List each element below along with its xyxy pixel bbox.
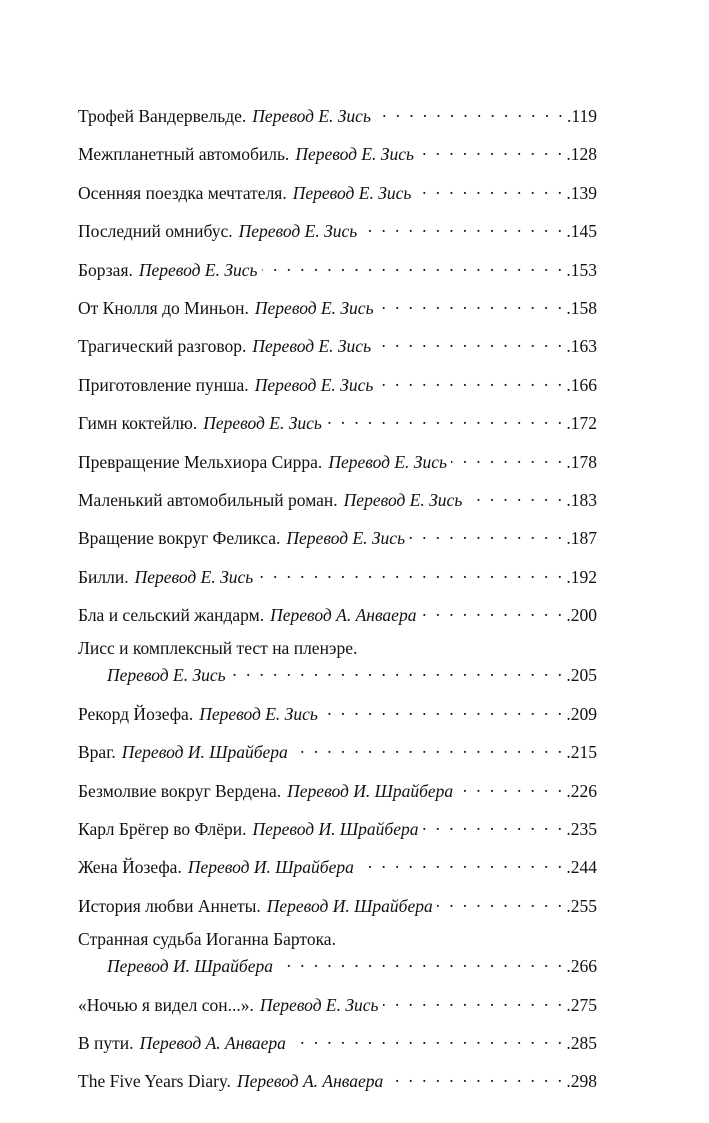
entry-page: .163 <box>566 336 597 357</box>
toc-entry <box>78 989 597 1016</box>
entry-translator: Перевод И. Шрайбера <box>287 780 454 801</box>
entry-translator: Перевод И. Шрайбера <box>252 819 419 840</box>
entry-page: .172 <box>566 413 597 434</box>
entry-title: Превращение Мельхиора Сирра. <box>78 451 323 472</box>
entry-title: Лисс и комплексный тест на пленэре. <box>78 638 358 659</box>
entry-translator: Перевод Е. Зись <box>254 297 374 318</box>
entry-translator: Перевод А. Анваера <box>236 1071 384 1092</box>
entry-title: Осенняя поездка мечтателя. <box>78 182 287 203</box>
dot-leader <box>437 890 565 912</box>
entry-translator: Перевод Е. Зись <box>254 374 374 395</box>
toc-entry <box>78 813 597 840</box>
toc-entry <box>78 177 597 204</box>
dot-leader <box>457 775 564 797</box>
entry-translator: Перевод И. Шрайбера <box>121 742 288 763</box>
dot-leader <box>322 698 565 720</box>
toc-entry <box>78 928 597 977</box>
entry-translator: Перевод Е. Зись <box>199 703 318 724</box>
entry-page: .192 <box>566 566 597 587</box>
dot-leader <box>292 736 565 758</box>
entry-page: .119 <box>567 106 597 126</box>
entry-translator: Перевод И. Шрайбера <box>187 857 354 878</box>
dot-leader <box>409 522 564 544</box>
entry-translator: Перевод Е. Зись <box>292 182 412 203</box>
entry-title: Трофей Вандервельде. <box>78 106 247 126</box>
entry-page: .153 <box>566 259 597 280</box>
entry-translator: Перевод И. Шрайбера <box>107 956 273 977</box>
dot-leader <box>383 989 565 1011</box>
toc-entry <box>78 292 597 319</box>
entry-translator: Перевод Е. Зись <box>107 665 226 686</box>
entry-title: Вращение вокруг Феликса. <box>78 528 281 549</box>
table-of-contents <box>78 100 597 1104</box>
entry-translator: Перевод Е. Зись <box>328 451 447 472</box>
toc-entry <box>78 637 597 686</box>
entry-translator: Перевод А. Анваера <box>270 605 417 626</box>
dot-leader <box>378 292 565 314</box>
entry-translator: Перевод А. Анваера <box>139 1032 286 1053</box>
toc-entry <box>78 254 597 281</box>
entry-translator: Перевод Е. Зись <box>203 413 322 434</box>
toc-entry <box>78 851 597 878</box>
toc-entry <box>78 1027 597 1054</box>
entry-page: .215 <box>566 742 597 763</box>
dot-leader <box>466 484 564 506</box>
entry-translator: Перевод Е. Зись <box>259 994 379 1015</box>
toc-entry <box>78 775 597 802</box>
entry-page: .275 <box>566 994 597 1015</box>
toc-entry <box>78 599 597 626</box>
entry-title: Приготовление пунша. <box>78 374 249 395</box>
entry-translator: Перевод И. Шрайбера <box>266 895 433 916</box>
entry-title: Гимн коктейлю. <box>78 413 198 434</box>
entry-title: От Кнолля до Миньон. <box>78 297 249 318</box>
toc-entry <box>78 138 597 165</box>
entry-page: .298 <box>566 1071 597 1092</box>
entry-translator: Перевод Е. Зись <box>138 259 258 280</box>
toc-entry <box>78 736 597 763</box>
toc-entry <box>78 330 597 357</box>
entry-page: .178 <box>566 451 597 472</box>
entry-title: Карл Брёгер во Флёри. <box>78 819 247 840</box>
entry-translator: Перевод Е. Зись <box>134 566 254 587</box>
dot-leader <box>277 950 564 972</box>
entry-translator: Перевод Е. Зись <box>295 144 414 165</box>
dot-leader <box>326 407 565 429</box>
dot-leader <box>420 599 564 621</box>
dot-leader <box>377 369 564 391</box>
entry-page: .285 <box>566 1032 597 1053</box>
entry-title: История любви Аннеты. <box>78 895 261 916</box>
entry-title: Борзая. <box>78 259 133 280</box>
toc-entry <box>78 369 597 396</box>
entry-page: .183 <box>566 489 597 510</box>
dot-leader <box>422 813 564 835</box>
entry-page: .244 <box>566 857 597 878</box>
entry-page: .200 <box>566 605 597 626</box>
dot-leader <box>230 659 565 681</box>
entry-title: The Five Years Diary. <box>78 1071 231 1092</box>
entry-title: В пути. <box>78 1032 134 1053</box>
entry-title: Жена Йозефа. <box>78 857 182 878</box>
dot-leader <box>415 177 564 199</box>
entry-title: Безмолвие вокруг Вердена. <box>78 780 282 801</box>
entry-page: .128 <box>566 144 597 165</box>
toc-entry <box>78 561 597 588</box>
entry-page: .145 <box>566 221 597 242</box>
dot-leader <box>375 100 565 122</box>
dot-leader <box>290 1027 564 1049</box>
toc-entry <box>78 100 597 127</box>
entry-title: Межпланетный автомобиль. <box>78 144 290 165</box>
entry-page: .226 <box>566 780 597 801</box>
entry-translator: Перевод Е. Зись <box>252 336 372 357</box>
entry-page: .205 <box>566 665 597 686</box>
dot-leader <box>262 254 565 276</box>
entry-page: .166 <box>566 374 597 395</box>
entry-title: Враг. <box>78 742 116 763</box>
dot-leader <box>358 851 565 873</box>
dot-leader <box>451 446 564 468</box>
entry-title: Бла и сельский жандарм. <box>78 605 265 626</box>
entry-title: «Ночью я видел сон...». <box>78 994 254 1015</box>
entry-page: .235 <box>566 819 597 840</box>
dot-leader <box>387 1065 564 1087</box>
dot-leader <box>361 215 564 237</box>
toc-entry <box>78 407 597 434</box>
toc-entry <box>78 484 597 511</box>
dot-leader <box>418 138 564 160</box>
toc-entry <box>78 1065 597 1092</box>
entry-title: Маленький автомобильный роман. <box>78 489 338 510</box>
dot-leader <box>257 561 564 583</box>
toc-entry <box>78 215 597 242</box>
toc-entry <box>78 698 597 725</box>
entry-page: .158 <box>566 297 597 318</box>
entry-translator: Перевод Е. Зись <box>343 489 463 510</box>
entry-translator: Перевод Е. Зись <box>252 106 371 126</box>
entry-page: .255 <box>566 895 597 916</box>
entry-title: Последний омнибус. <box>78 221 233 242</box>
entry-page: .139 <box>566 182 597 203</box>
entry-page: .266 <box>566 956 597 977</box>
entry-translator: Перевод Е. Зись <box>286 528 406 549</box>
entry-title: Странная судьба Иоганна Бартока. <box>78 929 336 950</box>
entry-title: Рекорд Йозефа. <box>78 703 194 724</box>
dot-leader <box>375 330 564 352</box>
entry-title: Билли. <box>78 566 129 587</box>
entry-page: .187 <box>566 528 597 549</box>
entry-page: .209 <box>566 703 597 724</box>
entry-title: Трагический разговор. <box>78 336 247 357</box>
toc-entry <box>78 890 597 917</box>
toc-entry <box>78 522 597 549</box>
toc-entry <box>78 446 597 473</box>
entry-translator: Перевод Е. Зись <box>238 221 358 242</box>
